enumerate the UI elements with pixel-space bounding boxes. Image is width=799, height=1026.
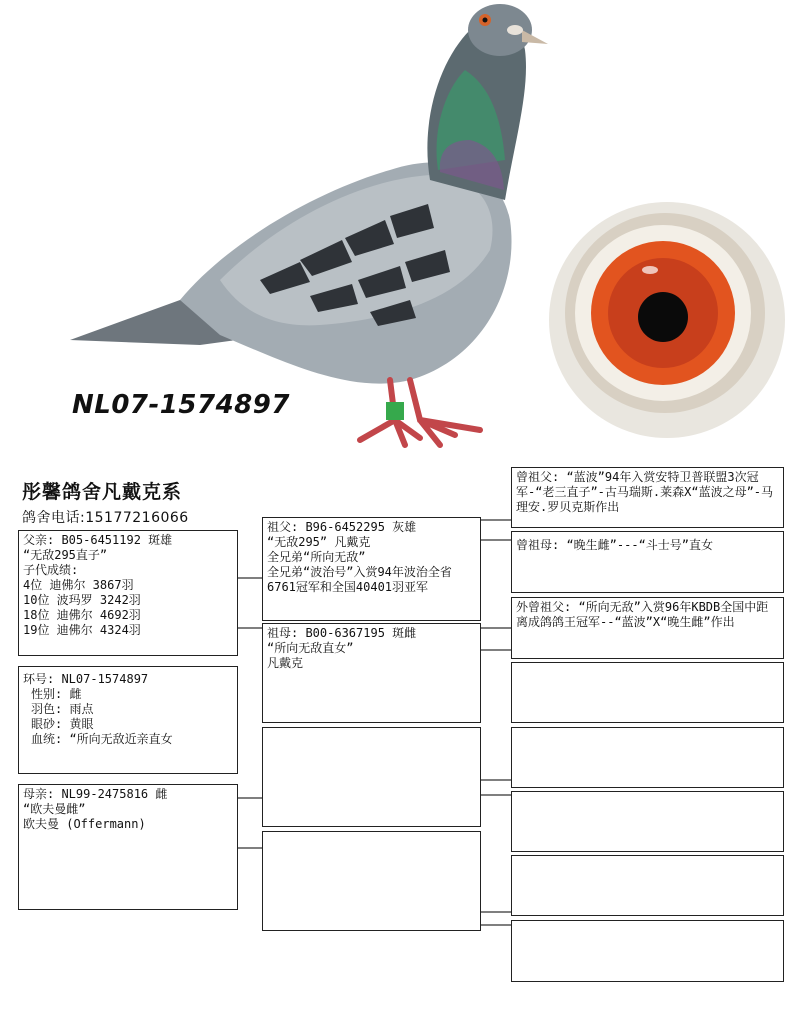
sire-line: 19位 迪佛尔 4324羽: [23, 623, 141, 637]
subject-line: 眼砂: 黄眼: [31, 717, 94, 731]
great-grand-sire-2-box: [511, 597, 784, 659]
great-grand-sire-box: [511, 467, 784, 528]
subject-line: 环号: NL07-1574897: [23, 672, 149, 686]
loft-name: 彤馨鸽舍凡戴克系: [22, 481, 183, 503]
subject-line: 羽色: 雨点: [31, 702, 94, 716]
subject-line: 性别: 雌: [31, 687, 82, 701]
loft-phone: 鸽舍电话:15177216066: [22, 510, 189, 526]
dam-line: 母亲: NL99-2475816 雌: [23, 787, 168, 801]
great-grand-dam-line: 曾祖母: “晚生雌”---“斗士号”直女: [516, 538, 714, 552]
great-grand-dam-4-box: [511, 920, 784, 982]
subject-box: [18, 666, 238, 774]
grand-sire-line: “无敌295” 凡戴克: [267, 535, 371, 549]
grand-sire-line: 全兄弟“所向无敌”: [267, 550, 366, 564]
grand-sire-line: 全兄弟“波治号”入赏94年波治全省6761冠军和全国40401羽亚军: [267, 565, 452, 594]
grand-sire-box: [262, 517, 481, 621]
subject-line: 血统: “所向无敌近亲直女: [31, 732, 173, 746]
great-grand-dam-3-box: [511, 791, 784, 852]
grand-dam-box: [262, 623, 481, 723]
maternal-grand-sire-box: [262, 727, 481, 827]
dam-line: 欧夫曼 (Offermann): [23, 817, 146, 831]
sire-line: “无敌295直子”: [23, 548, 108, 562]
grand-dam-line: “所向无敌直女”: [267, 641, 354, 655]
grand-dam-line: 凡戴克: [267, 656, 304, 670]
great-grand-dam-box: [511, 531, 784, 593]
grand-sire-line: 祖父: B96-6452295 灰雄: [267, 520, 417, 534]
sire-line: 18位 迪佛尔 4692羽: [23, 608, 141, 622]
dam-line: “欧夫曼雌”: [23, 802, 86, 816]
ring-number: NL07-1574897: [72, 390, 290, 420]
great-grand-sire-line: 曾祖父: “蓝波”94年入赏安特卫普联盟3次冠军-“老三直子”-古马瑞斯.莱森X“蓝波之母”-马理安.罗贝克斯作出: [516, 470, 774, 514]
great-grand-sire-4-box: [511, 855, 784, 916]
maternal-great-grand-sire-line: 外曾祖父: “所向无敌”入赏96年KBDB全国中距离成鸽鸽王冠军--“蓝波”X“晚生雌”作出: [516, 600, 769, 629]
sire-line: 子代成绩:: [23, 563, 79, 577]
sire-line: 父亲: B05-6451192 斑雄: [23, 533, 173, 547]
great-grand-dam-2-box: [511, 662, 784, 723]
sire-box: [18, 530, 238, 656]
sire-line: 10位 波玛罗 3242羽: [23, 593, 141, 607]
grand-dam-line: 祖母: B00-6367195 斑雌: [267, 626, 417, 640]
dam-box: [18, 784, 238, 910]
sire-line: 4位 迪佛尔 3867羽: [23, 578, 134, 592]
great-grand-sire-3-box: [511, 727, 784, 788]
maternal-grand-dam-box: [262, 831, 481, 931]
